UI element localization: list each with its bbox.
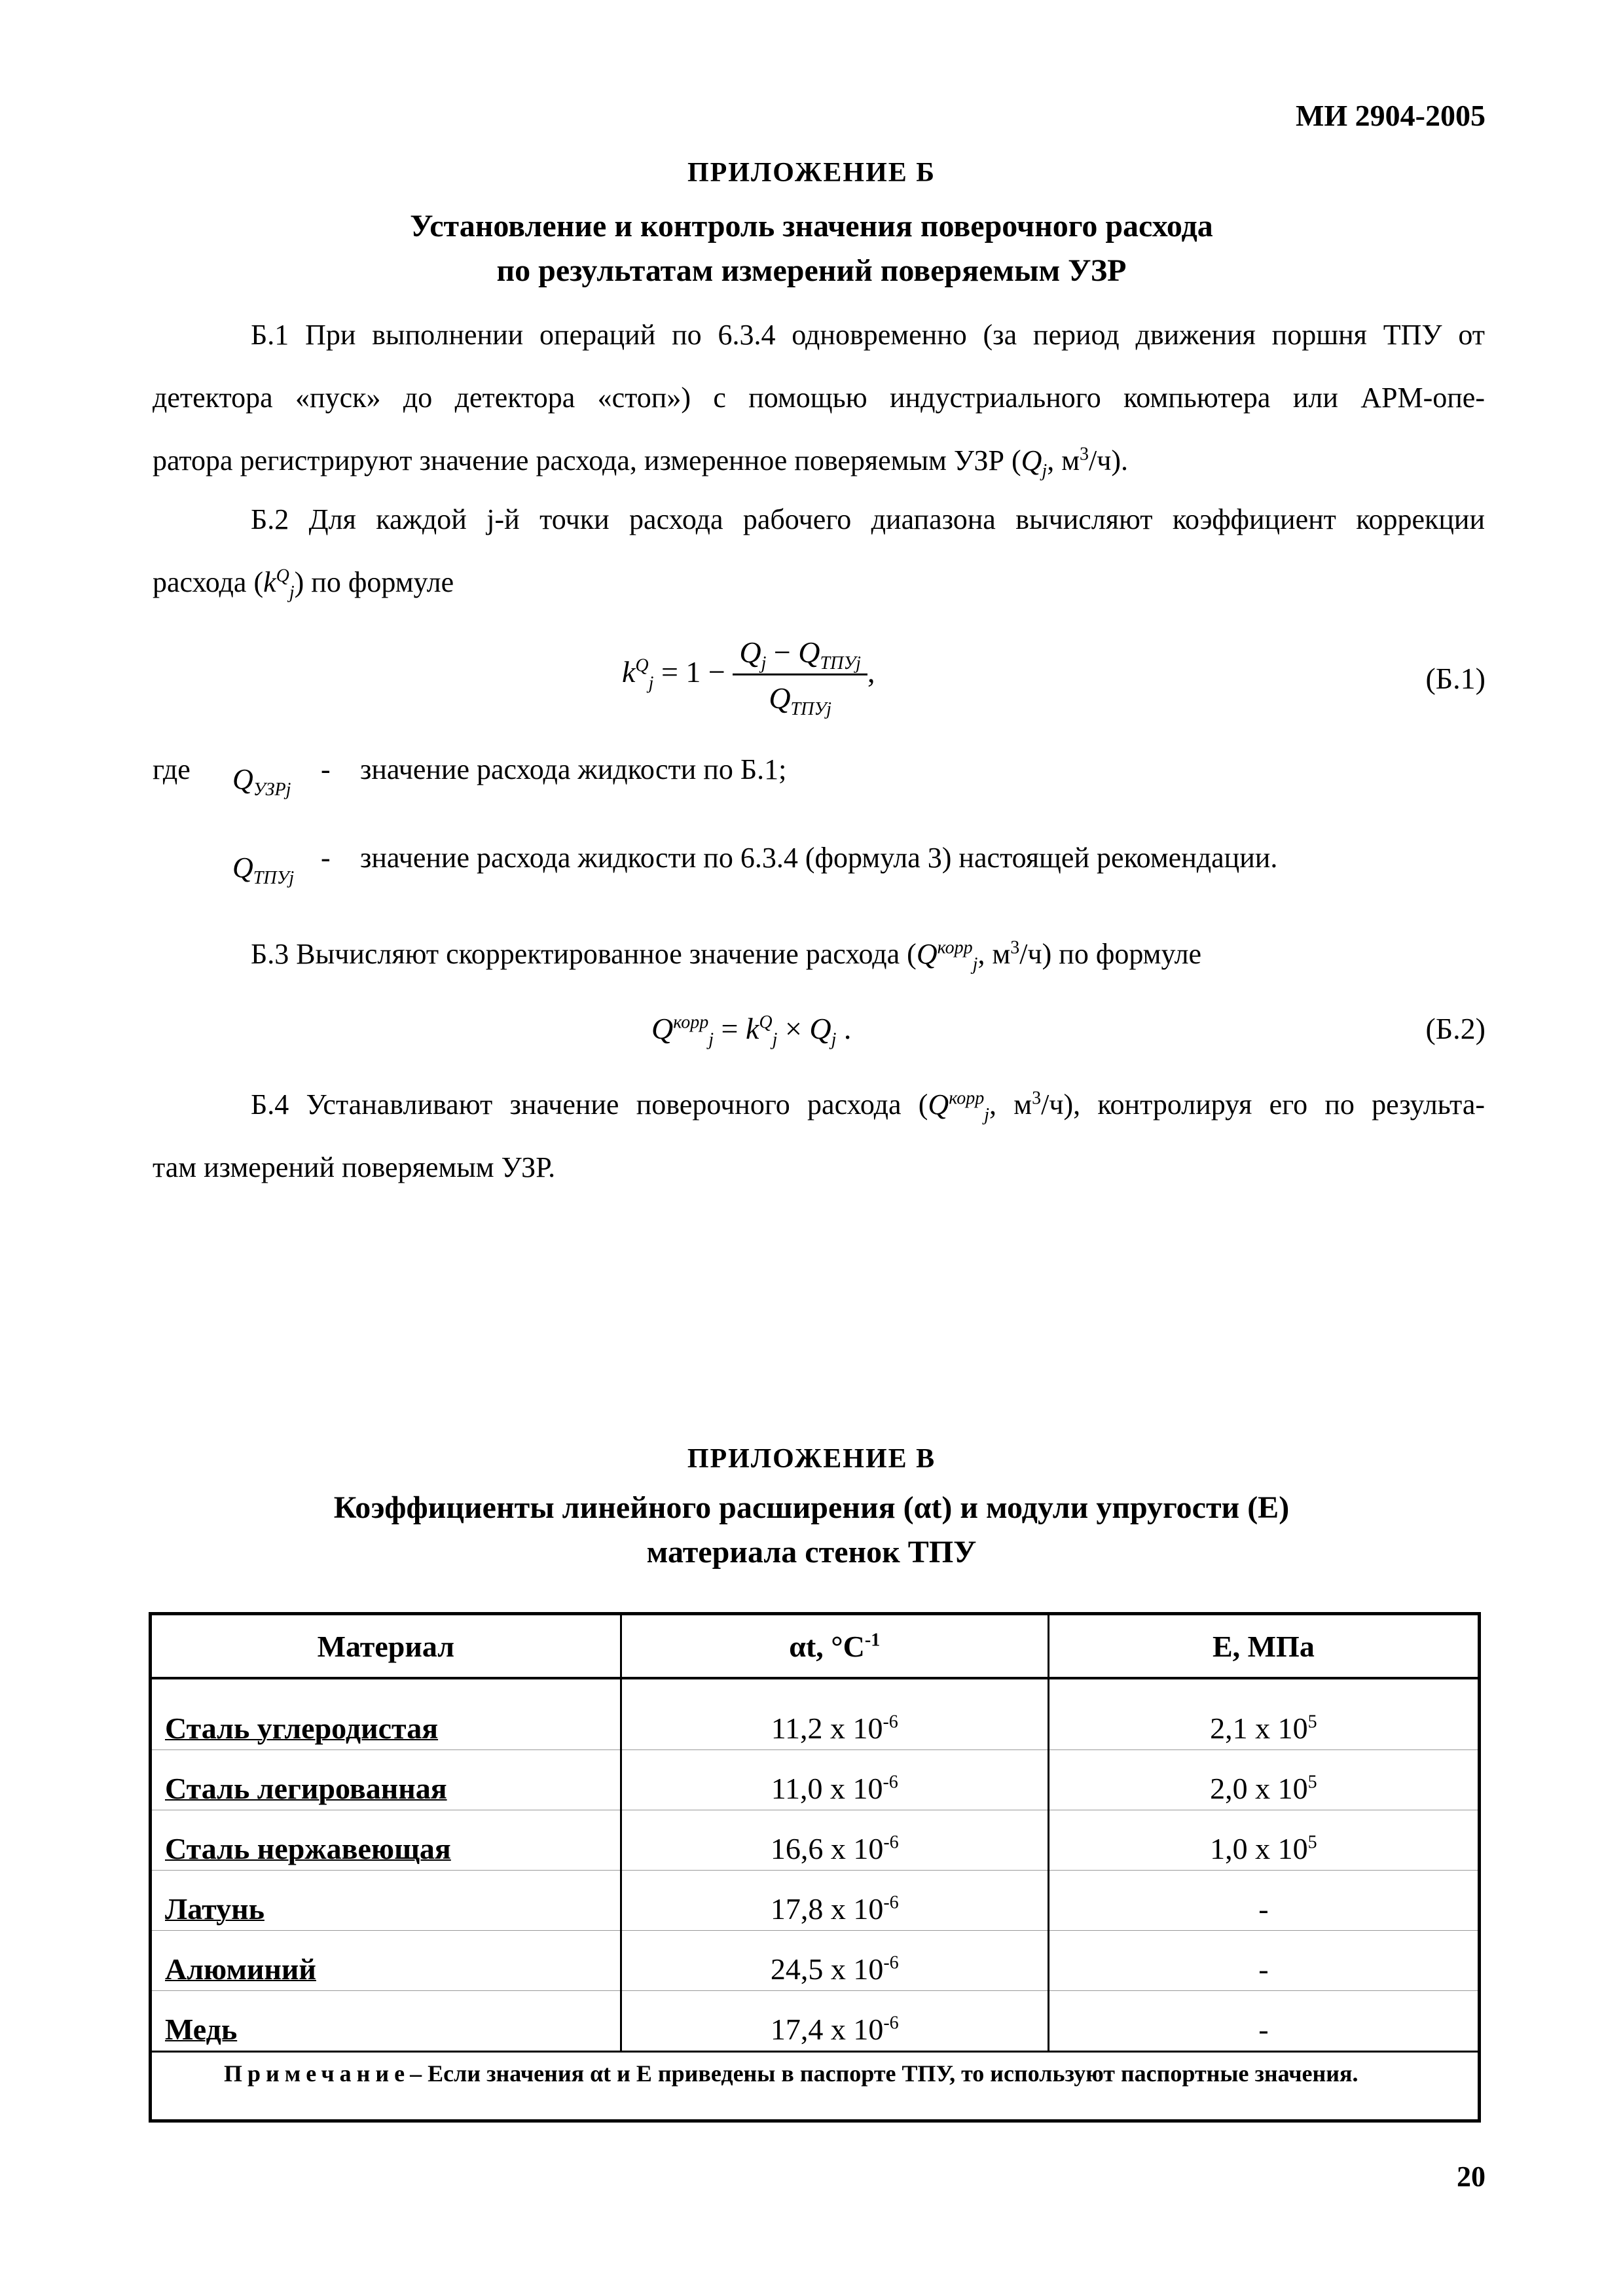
document-code: МИ 2904-2005 <box>1295 99 1486 132</box>
appendix-b-title <box>0 204 1623 293</box>
alpha-value: 17,4 x $10^{-6}$ <box>621 1991 1048 2052</box>
material-name: Сталь углеродистая <box>151 1678 621 1750</box>
paragraph-b4-line2: там измерений поверяемым УЗР. <box>153 1151 556 1183</box>
definition-1-symbol: $Q_{УЗРj}$ <box>232 763 291 800</box>
alpha-value: 24,5 x $10^{-6}$ <box>621 1931 1048 1991</box>
material-name: Латунь <box>151 1871 621 1931</box>
header-alpha: αt, $^\circ C^{-1}$ <box>621 1614 1048 1679</box>
paragraph-b1-line3: ратора регистрируют значение расхода, измеренное поверяемым УЗР ($Q_j$, $м^3/ч$). <box>153 444 1129 481</box>
paragraph-b4 <box>153 1073 1485 1199</box>
material-name: Алюминий <box>151 1931 621 1991</box>
table-row <box>151 1810 1480 1871</box>
definition-1-dash: - <box>321 753 331 785</box>
equation-b1-fraction: $\frac{Q_j - Q_{ТПУj}}{Q_{ТПУj}}$ <box>733 635 867 715</box>
paragraph-b2-line1: Б.2 Для каждой j-й точки расхода рабочего диапазона вычисляют коэффициент коррекции <box>251 503 1485 535</box>
modulus-value: - <box>1048 1991 1479 2052</box>
header-modulus: Е, МПа <box>1048 1614 1479 1679</box>
alpha-value: 11,0 x $10^{-6}$ <box>621 1750 1048 1810</box>
definition-2-text: значение расхода жидкости по 6.3.4 (формула 3) настоящей рекомендации. <box>360 842 1278 874</box>
alpha-value: 17,8 x $10^{-6}$ <box>621 1871 1048 1931</box>
paragraph-b1-line2: детектора «пуск» до детектора «стоп») с помощью индустриального компьютера или АРМ-опе- <box>153 382 1485 414</box>
equation-b2-number: (Б.2) <box>1425 1012 1486 1045</box>
paragraph-b2 <box>153 488 1485 614</box>
modulus-value: - <box>1048 1871 1479 1931</box>
table-note-row <box>151 2052 1480 2121</box>
where-label: где <box>153 753 191 785</box>
material-name: Сталь легированная <box>151 1750 621 1810</box>
appendix-b-label: ПРИЛОЖЕНИЕ Б <box>687 158 936 188</box>
page-number: 20 <box>1457 2161 1486 2193</box>
note-label: Примечание <box>224 2060 410 2087</box>
appendix-b-title-line2: по результатам измерений поверяемым УЗР <box>496 253 1127 288</box>
modulus-value: 2,1 x $10^5$ <box>1048 1678 1479 1750</box>
paragraph-b1 <box>153 304 1485 492</box>
table-row <box>151 1678 1480 1750</box>
table-note <box>151 2052 1480 2121</box>
appendix-b-title-line1: Установление и контроль значения поверочного расхода <box>410 209 1213 243</box>
equation-b1: $k^Q_j = 1$ − $\frac{Q_j - Q_{ТПУj}}{Q_{ТПУj}}$ , <box>622 636 875 720</box>
material-name: Сталь нержавеющая <box>151 1810 621 1871</box>
appendix-v-title-line2: материала стенок ТПУ <box>646 1535 977 1570</box>
alpha-value: 11,2 x $10^{-6}$ <box>621 1678 1048 1750</box>
definition-2-dash: - <box>321 842 331 874</box>
table-row <box>151 1931 1480 1991</box>
equation-b1-number: (Б.1) <box>1425 662 1486 695</box>
table-row <box>151 1991 1480 2052</box>
alpha-value: 16,6 x $10^{-6}$ <box>621 1810 1048 1871</box>
paragraph-b4-line1: Б.4 Устанавливают значение поверочного расхода ($Q^{корр}_j$, $м^3/ч$), контролируя его по результа- <box>251 1088 1486 1125</box>
appendix-v-title-line1: Коэффициенты линейного расширения (αt) и модули упругости (Е) <box>333 1490 1290 1525</box>
materials-table <box>149 1612 1481 2123</box>
modulus-value: 1,0 x $10^5$ <box>1048 1810 1479 1871</box>
note-text: – Если значения αt и Е приведены в паспорте ТПУ, то используют паспортные значения. <box>410 2060 1359 2087</box>
definition-1-text: значение расхода жидкости по Б.1; <box>360 753 787 785</box>
modulus-value: - <box>1048 1931 1479 1991</box>
equation-b2: $Q^{корр}_j = k^Q_j \times Q_j$ . <box>651 1012 852 1050</box>
definition-2-symbol: $Q_{ТПУj}$ <box>232 852 295 888</box>
paragraph-b3: Б.3 Вычисляют скорректированное значение расхода ($Q^{корр}_j$, $м^3/ч$) по формуле <box>251 937 1202 975</box>
appendix-v-title <box>0 1486 1623 1575</box>
table-header-row <box>151 1614 1480 1679</box>
material-name: Медь <box>151 1991 621 2052</box>
modulus-value: 2,0 x $10^5$ <box>1048 1750 1479 1810</box>
table-row <box>151 1871 1480 1931</box>
paragraph-b2-line2: расхода $(k^Q_j)$ по формуле <box>153 565 454 603</box>
paragraph-b1-line1: Б.1 При выполнении операций по 6.3.4 одновременно (за период движения поршня ТПУ от <box>251 319 1485 351</box>
table-row <box>151 1750 1480 1810</box>
header-material: Материал <box>151 1614 621 1679</box>
appendix-v-label: ПРИЛОЖЕНИЕ В <box>687 1444 936 1474</box>
